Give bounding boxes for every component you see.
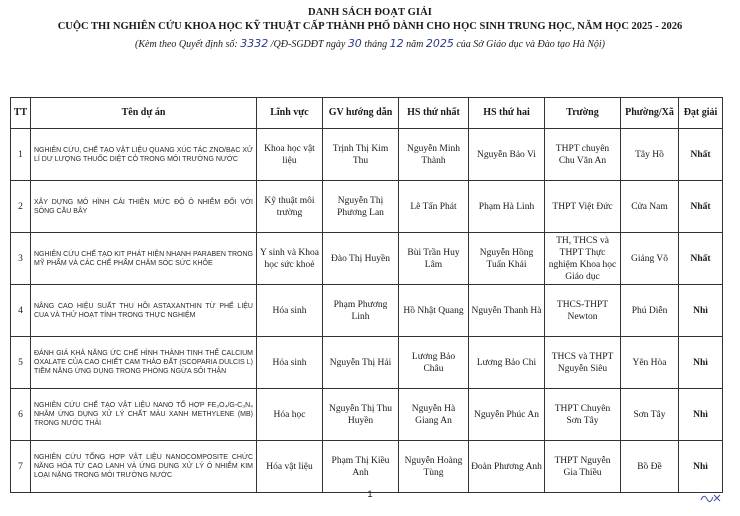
decision-day: 30 xyxy=(347,37,362,50)
cell-field: Khoa học vật liệu xyxy=(257,129,323,181)
col-header-student2: HS thứ hai xyxy=(469,98,545,129)
cell-student1: Lương Bảo Châu xyxy=(399,337,469,389)
cell-tt: 6 xyxy=(11,389,31,441)
cell-project: NGHIÊN CỨU CHẾ TẠO VẬT LIỆU NANO TỔ HỢP FE₃O₄/G-C₃N₄ NHẰM ỨNG DỤNG XỬ LÝ CHẤT MÀU XANH METHYLENE (MB) TRONG NƯỚC THẢI xyxy=(31,389,257,441)
cell-ward: Phú Diễn xyxy=(621,285,679,337)
cell-student2: Lương Bảo Chi xyxy=(469,337,545,389)
cell-teacher: Phạm Thị Kiều Anh xyxy=(323,441,399,493)
cell-school: THPT Việt Đức xyxy=(545,181,621,233)
cell-ward: Cửa Nam xyxy=(621,181,679,233)
cell-student2: Nguyễn Hồng Tuấn Khải xyxy=(469,233,545,285)
table-row xyxy=(11,441,723,493)
cell-school: TH, THCS và THPT Thực nghiệm Khoa học Giáo dục xyxy=(545,233,621,285)
awards-table xyxy=(10,97,723,493)
initials-icon xyxy=(700,491,724,503)
col-header-tt: TT xyxy=(11,98,31,129)
table-row xyxy=(11,181,723,233)
cell-school: THCS và THPT Nguyễn Siêu xyxy=(545,337,621,389)
cell-field: Y sinh và Khoa học sức khoẻ xyxy=(257,233,323,285)
cell-ward: Sơn Tây xyxy=(621,389,679,441)
cell-student2: Nguyễn Phúc An xyxy=(469,389,545,441)
document-title: DANH SÁCH ĐOẠT GIẢI xyxy=(308,7,432,18)
col-header-ward: Phường/Xã xyxy=(621,98,679,129)
table-row xyxy=(11,389,723,441)
cell-tt: 1 xyxy=(11,129,31,181)
cell-school: THPT Nguyễn Gia Thiều xyxy=(545,441,621,493)
cell-student1: Lê Tấn Phát xyxy=(399,181,469,233)
cell-tt: 5 xyxy=(11,337,31,389)
table-header-row xyxy=(11,98,723,129)
cell-award: Nhì xyxy=(679,441,723,493)
decision-reference xyxy=(0,37,740,52)
document-subtitle: CUỘC THI NGHIÊN CỨU KHOA HỌC KỸ THUẬT CẤP THÀNH PHỐ DÀNH CHO HỌC SINH TRUNG HỌC, NĂM HỌC 2025 - 2026 xyxy=(57,21,683,32)
table-row xyxy=(11,337,723,389)
cell-field: Hóa sinh xyxy=(257,337,323,389)
decision-prefix: (Kèm theo Quyết định số: xyxy=(135,39,241,50)
col-header-teacher: GV hướng dẫn xyxy=(323,98,399,129)
cell-student2: Nguyễn Bảo Vi xyxy=(469,129,545,181)
cell-ward: Bồ Đề xyxy=(621,441,679,493)
cell-school: THPT Chuyên Sơn Tây xyxy=(545,389,621,441)
cell-project: XÂY DỰNG MÔ HÌNH CẢI THIỆN MỨC ĐỘ Ô NHIỄM ĐỐI VỚI SÔNG CẦU BÂY xyxy=(31,181,257,233)
col-header-field: Lĩnh vực xyxy=(257,98,323,129)
cell-project: ĐÁNH GIÁ KHẢ NĂNG ỨC CHẾ HÌNH THÀNH TINH THỂ CALCIUM OXALATE CỦA CAO CHIẾT CAM THẢO ĐẤT (SCOPARIA DULCIS L) TIỀM NĂNG ỨNG DỤNG TRONG PHÒNG NGỪA SỎI THẬN xyxy=(31,337,257,389)
cell-award: Nhì xyxy=(679,285,723,337)
cell-project: NGHIÊN CỨU CHẾ TẠO KIT PHÁT HIỆN NHANH PARABEN TRONG MỸ PHẨM VÀ CÁC CHẾ PHẨM CHĂM SÓC SỨC KHỎE xyxy=(31,233,257,285)
cell-award: Nhất xyxy=(679,129,723,181)
decision-month: 12 xyxy=(389,37,404,50)
cell-field: Hóa học xyxy=(257,389,323,441)
decision-number: 3332 xyxy=(240,37,269,50)
cell-award: Nhất xyxy=(679,233,723,285)
cell-student1: Nguyễn Minh Thành xyxy=(399,129,469,181)
document-header xyxy=(0,6,740,52)
cell-project: NGHIÊN CỨU TỔNG HỢP VẬT LIỆU NANOCOMPOSITE CHỨC NĂNG HÓA TỪ CAO LANH VÀ ỨNG DỤNG XỬ LÝ Ô NHIỄM KIM LOẠI NẶNG TRONG MÔI TRƯỜNG NƯỚC xyxy=(31,441,257,493)
initials-mark xyxy=(700,491,724,506)
cell-teacher: Đào Thị Huyền xyxy=(323,233,399,285)
cell-project: NGHIÊN CỨU, CHẾ TẠO VẬT LIỆU QUANG XÚC TÁC ZNO/BẠC XỬ LÍ DƯ LƯỢNG THUỐC DIỆT CỎ TRONG MÔI TRƯỜNG NƯỚC xyxy=(31,129,257,181)
cell-field: Hóa sinh xyxy=(257,285,323,337)
cell-award: Nhất xyxy=(679,181,723,233)
cell-ward: Tây Hồ xyxy=(621,129,679,181)
col-header-project: Tên dự án xyxy=(31,98,257,129)
cell-teacher: Nguyễn Thị Thu Huyền xyxy=(323,389,399,441)
decision-year: 2025 xyxy=(425,37,454,50)
cell-student1: Hồ Nhật Quang xyxy=(399,285,469,337)
cell-award: Nhì xyxy=(679,389,723,441)
cell-teacher: Nguyễn Thị Hải xyxy=(323,337,399,389)
table-row xyxy=(11,285,723,337)
decision-mid3: năm xyxy=(403,39,426,50)
page-number: 1 xyxy=(367,489,373,499)
cell-field: Hóa vật liệu xyxy=(257,441,323,493)
cell-tt: 4 xyxy=(11,285,31,337)
cell-ward: Yên Hòa xyxy=(621,337,679,389)
cell-tt: 3 xyxy=(11,233,31,285)
cell-award: Nhì xyxy=(679,337,723,389)
cell-student1: Bùi Trần Huy Lâm xyxy=(399,233,469,285)
col-header-school: Trường xyxy=(545,98,621,129)
cell-tt: 2 xyxy=(11,181,31,233)
cell-student1: Nguyễn Hà Giang An xyxy=(399,389,469,441)
cell-ward: Giảng Võ xyxy=(621,233,679,285)
decision-mid1: /QĐ-SGDĐT ngày xyxy=(268,39,348,50)
cell-school: THCS-THPT Newton xyxy=(545,285,621,337)
table-row xyxy=(11,233,723,285)
cell-student2: Phạm Hà Linh xyxy=(469,181,545,233)
cell-tt: 7 xyxy=(11,441,31,493)
cell-teacher: Nguyễn Thị Phương Lan xyxy=(323,181,399,233)
cell-student1: Nguyễn Hoàng Tùng xyxy=(399,441,469,493)
cell-school: THPT chuyên Chu Văn An xyxy=(545,129,621,181)
cell-project: NÂNG CAO HIỆU SUẤT THU HỒI ASTAXANTHIN TỪ PHẾ LIỆU CUA VÀ THỬ HOẠT TÍNH TRONG THỰC NGHIỆM xyxy=(31,285,257,337)
cell-student2: Đoàn Phương Anh xyxy=(469,441,545,493)
cell-teacher: Trịnh Thị Kim Thu xyxy=(323,129,399,181)
col-header-student1: HS thứ nhất xyxy=(399,98,469,129)
cell-teacher: Phạm Phương Linh xyxy=(323,285,399,337)
table-row xyxy=(11,129,723,181)
col-header-award: Đạt giải xyxy=(679,98,723,129)
decision-suffix: của Sở Giáo dục và Đào tạo Hà Nội) xyxy=(453,39,605,50)
decision-mid2: tháng xyxy=(361,39,390,50)
cell-student2: Nguyễn Thanh Hà xyxy=(469,285,545,337)
cell-field: Kỹ thuật môi trường xyxy=(257,181,323,233)
